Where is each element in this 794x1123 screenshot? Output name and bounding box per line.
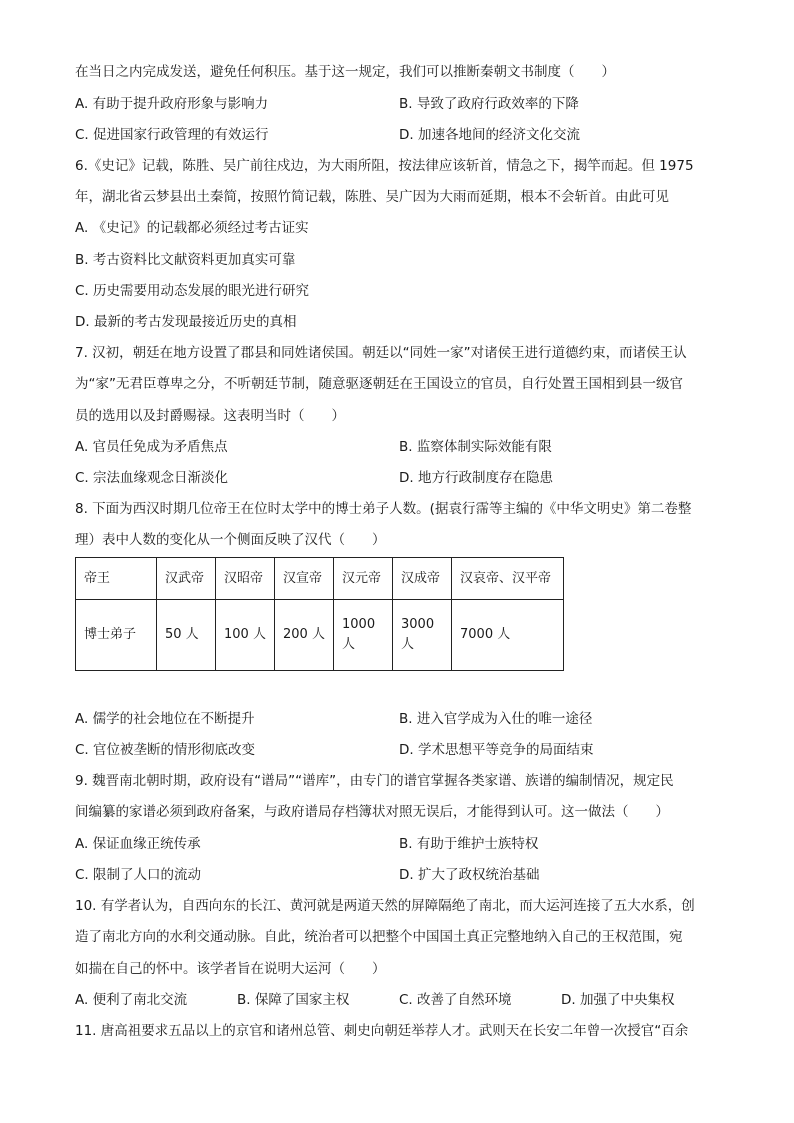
question-9-stem: 间编纂的家谱必须到政府备案，与政府谱局存档簿状对照无误后，才能得到认可。这一做法（ ） (75, 804, 669, 820)
table-cell: 100 人 (216, 600, 275, 671)
table-cell: 7000 人 (452, 600, 564, 671)
q8-option-d: D. 学术思想平等竞争的局面结束 (399, 742, 594, 758)
q6-option-d: D. 最新的考古发现最接近历史的真相 (75, 314, 297, 330)
q9-option-d: D. 扩大了政权统治基础 (399, 867, 540, 883)
question-7-stem: 为“家”无君臣尊卑之分，不听朝廷节制，随意驱逐朝廷在王国设立的官员，自行处置王国相到县一级官 (75, 376, 683, 392)
q5-option-b: B. 导致了政府行政效率的下降 (399, 96, 579, 112)
q6-option-b: B. 考古资料比文献资料更加真实可靠 (75, 252, 296, 268)
question-10-stem: 造了南北方向的水利交通动脉。自此，统治者可以把整个中国国土真正完整地纳入自己的王权范围，宛 (75, 929, 683, 945)
table-header-cell: 汉昭帝 (216, 558, 275, 600)
question-5-stem-end: 在当日之内完成发送，避免任何积压。基于这一规定，我们可以推断秦朝文书制度（ ） (75, 64, 615, 80)
q5-option-c: C. 促进国家行政管理的有效运行 (75, 127, 269, 143)
table-cell: 3000 人 (393, 600, 452, 671)
q10-option-a: A. 便利了南北交流 (75, 992, 188, 1008)
question-7-stem: 7. 汉初，朝廷在地方设置了郡县和同姓诸侯国。朝廷以“同姓一家”对诸侯王进行道德约束，而诸侯王认 (75, 345, 687, 361)
q7-option-b: B. 监察体制实际效能有限 (399, 439, 552, 455)
table-cell: 50 人 (157, 600, 216, 671)
table-header-cell: 汉成帝 (393, 558, 452, 600)
question-10-stem: 如揣在自己的怀中。该学者旨在说明大运河（ ） (75, 961, 386, 977)
question-8-stem: 理）表中人数的变化从一个侧面反映了汉代（ ） (75, 532, 386, 548)
q10-option-b: B. 保障了国家主权 (237, 992, 350, 1008)
q10-option-d: D. 加强了中央集权 (561, 992, 675, 1008)
q7-option-c: C. 宗法血缘观念日渐淡化 (75, 470, 229, 486)
q7-option-a: A. 官员任免成为矛盾焦点 (75, 439, 228, 455)
q5-option-a: A. 有助于提升政府形象与影响力 (75, 96, 269, 112)
table-header-cell: 帝王 (76, 558, 157, 600)
table-header-cell: 汉武帝 (157, 558, 216, 600)
table-cell: 1000 人 (334, 600, 393, 671)
q9-option-a: A. 保证血缘正统传承 (75, 836, 201, 852)
q5-option-d: D. 加速各地间的经济文化交流 (399, 127, 580, 143)
table-header-row (76, 558, 564, 600)
q7-option-d: D. 地方行政制度存在隐患 (399, 470, 553, 486)
table-header-cell: 汉元帝 (334, 558, 393, 600)
question-8-stem: 8. 下面为西汉时期几位帝王在位时太学中的博士弟子人数。(据袁行霈等主编的《中华文明史》第二卷整 (75, 501, 692, 517)
q9-option-b: B. 有助于维护士族特权 (399, 836, 539, 852)
q9-option-c: C. 限制了人口的流动 (75, 867, 202, 883)
q6-option-c: C. 历史需要用动态发展的眼光进行研究 (75, 283, 310, 299)
question-11-stem: 11. 唐高祖要求五品以上的京官和诸州总管、刺史向朝廷举荐人才。武则天在长安二年曾一次授官“百余 (75, 1023, 689, 1039)
q6-option-a: A. 《史记》的记载都必须经过考古证实 (75, 220, 309, 236)
question-9-stem: 9. 魏晋南北朝时期，政府设有“谱局”“谱库”，由专门的谱官掌握各类家谱、族谱的编制情况，规定民 (75, 773, 674, 789)
table-row (76, 600, 564, 671)
q8-option-b: B. 进入官学成为入仕的唯一途径 (399, 711, 593, 727)
table-cell: 200 人 (275, 600, 334, 671)
question-7-stem: 员的选用以及封爵赐禄。这表明当时（ ） (75, 408, 345, 424)
q8-option-c: C. 官位被垄断的情形彻底改变 (75, 742, 256, 758)
q8-option-a: A. 儒学的社会地位在不断提升 (75, 711, 255, 727)
students-table (75, 557, 564, 671)
table-header-cell: 汉宣帝 (275, 558, 334, 600)
question-6-stem: 6.《史记》记载，陈胜、吴广前往戍边，为大雨所阻，按法律应该斩首，情急之下，揭竿而起。但 1975 (75, 158, 694, 174)
question-6-stem: 年，湖北省云梦县出土秦简，按照竹简记载，陈胜、吴广因为大雨而延期，根本不会斩首。由此可见 (75, 189, 669, 205)
table-row-label: 博士弟子 (76, 600, 157, 671)
table-header-cell: 汉哀帝、汉平帝 (452, 558, 564, 600)
question-10-stem: 10. 有学者认为，自西向东的长江、黄河就是两道天然的屏障隔绝了南北，而大运河连接了五大水系，创 (75, 898, 695, 914)
q10-option-c: C. 改善了自然环境 (399, 992, 512, 1008)
